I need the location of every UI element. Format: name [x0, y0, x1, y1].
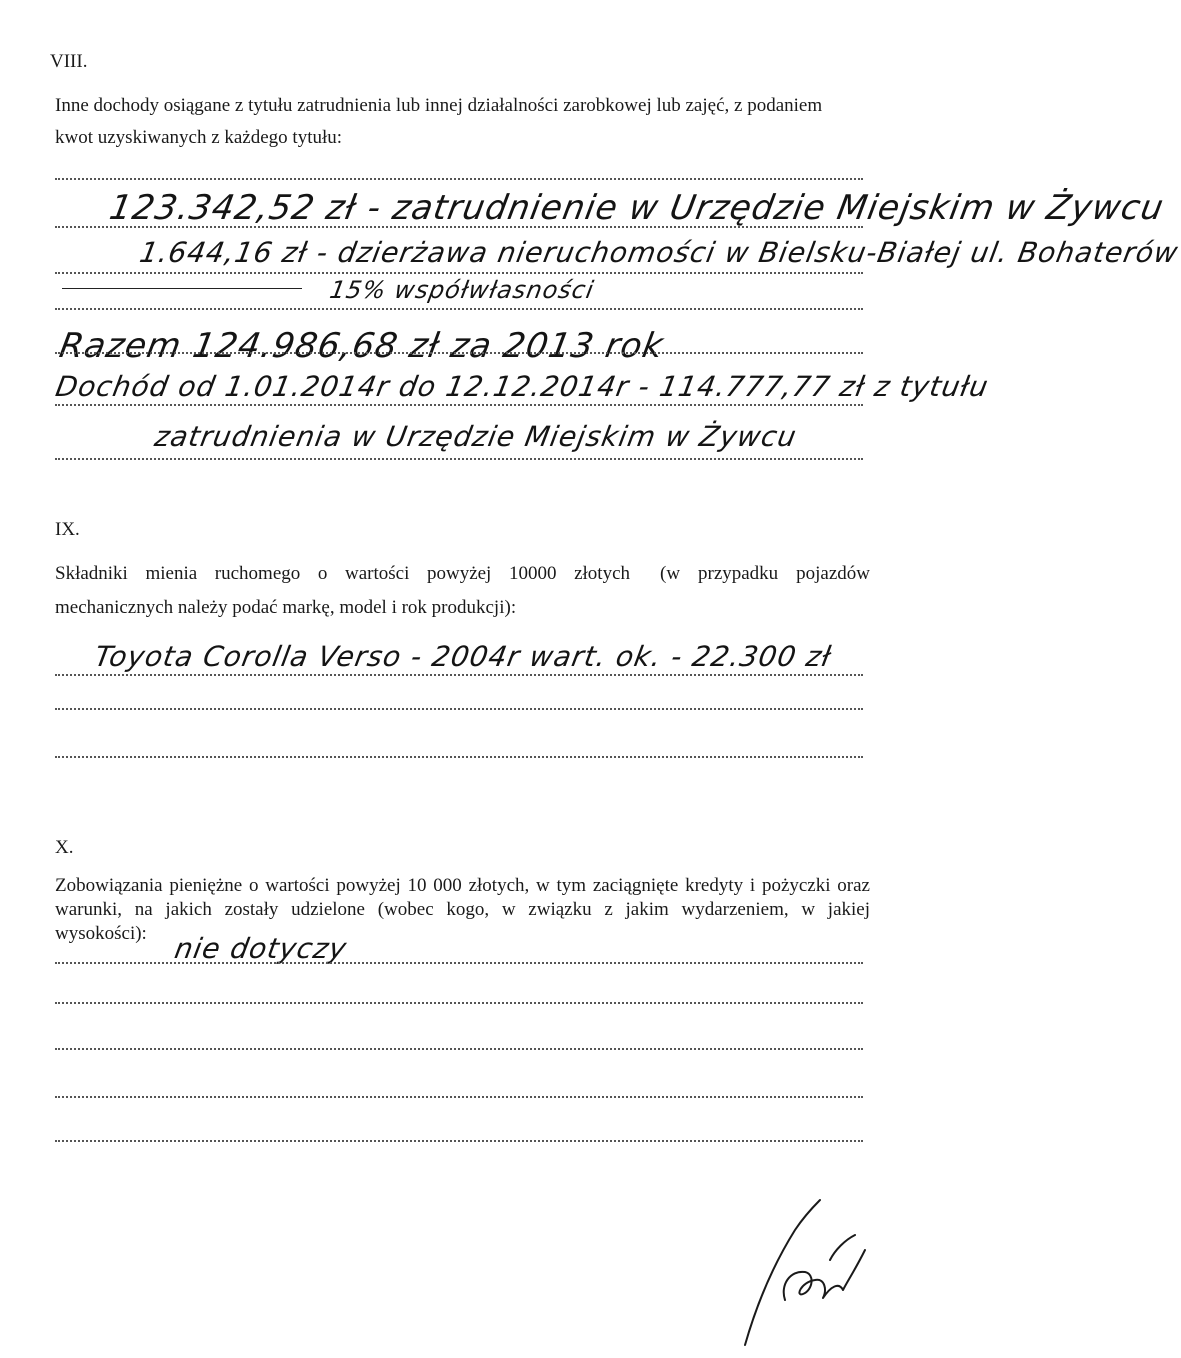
dotted-line — [55, 674, 863, 676]
strike-line — [62, 288, 302, 289]
dotted-line — [55, 1140, 863, 1142]
section-viii-handwritten-line6: zatrudnienia w Urzędzie Miejskim w Żywcu — [152, 420, 800, 453]
dotted-line — [55, 352, 863, 354]
dotted-line — [55, 226, 863, 228]
section-viii-handwritten-line3: 15% współwłasności — [327, 276, 597, 304]
section-x-heading: X. — [55, 837, 74, 858]
dotted-line — [55, 308, 863, 310]
dotted-line — [55, 404, 863, 406]
section-ix-heading: IX. — [55, 519, 80, 540]
section-viii-handwritten-line5: Dochód od 1.01.2014r do 12.12.2014r - 114.777,77 zł z tytułu — [53, 370, 992, 403]
section-x-text-line2-text: warunki, na jakich zostały udzielone (wobec kogo, w związku z jakim wydarzeniem, w jakiej — [55, 899, 870, 920]
section-ix-text-line1-left-text: Składniki mienia ruchomego o wartości powyżej 10000 złotych — [55, 563, 630, 584]
section-ix-handwritten-line1: Toyota Corolla Verso - 2004r wart. ok. - 22.300 zł — [92, 640, 835, 673]
handwritten-signature — [735, 1190, 875, 1350]
section-viii-handwritten-line1: 123.342,52 zł - zatrudnienie w Urzędzie Miejskim w Żywcu — [106, 188, 1168, 228]
section-ix-text-line1-right-text: (w przypadku pojazdów — [660, 563, 870, 584]
dotted-line — [55, 1002, 863, 1004]
dotted-line — [55, 1048, 863, 1050]
section-x-text-line3: wysokości): — [55, 923, 147, 944]
dotted-line — [55, 1096, 863, 1098]
section-viii-handwritten-line4: Razem 124.986,68 zł za 2013 rok — [56, 326, 667, 366]
dotted-line — [55, 178, 863, 180]
section-viii-intro-line1: Inne dochody osiągane z tytułu zatrudnienia lub innej działalności zarobkowej lub zajęć, z podaniem — [55, 95, 823, 116]
section-viii-handwritten-line2: 1.644,16 zł - dzierżawa nieruchomości w Bielsku-Białej ul. Bohaterów — [137, 236, 1181, 269]
dotted-line — [55, 756, 863, 758]
section-ix-text-line1-right — [660, 560, 870, 589]
section-viii-intro-line2: kwot uzyskiwanych z każdego tytułu: — [55, 127, 343, 148]
section-ix-text-line2: mechanicznych należy podać markę, model i rok produkcji): — [55, 597, 517, 618]
section-x-text-line1-text: Zobowiązania pieniężne o wartości powyżej 10 000 złotych, w tym zaciągnięte kredyty i pożyczki oraz — [55, 875, 870, 896]
dotted-line — [55, 272, 863, 274]
dotted-line — [55, 962, 863, 964]
section-viii-heading: VIII. — [50, 51, 88, 72]
section-x-text-line2 — [55, 896, 870, 925]
section-ix-text-line1-left — [55, 560, 630, 589]
dotted-line — [55, 458, 863, 460]
section-x-handwritten-answer: nie dotyczy — [172, 932, 350, 965]
dotted-line — [55, 708, 863, 710]
